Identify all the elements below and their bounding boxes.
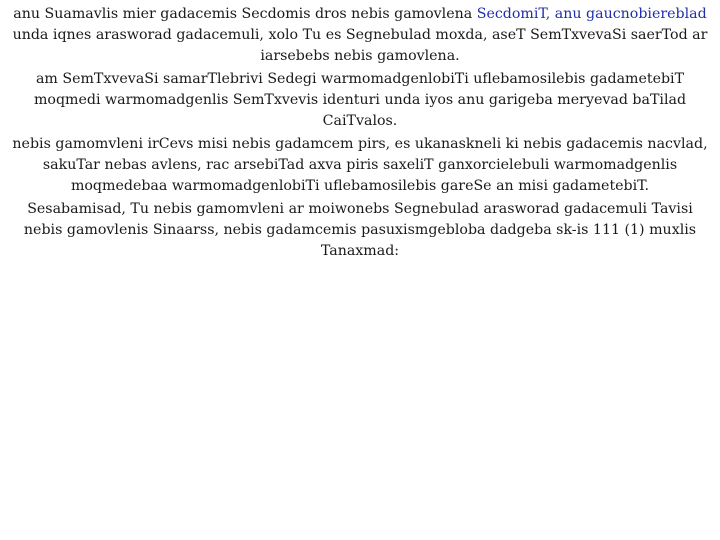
paragraph-3: nebis gamomvleni irCevs misi nebis gadamcem pirs, es ukanasknelі ki nebis gadacemis nacvlad, sakuTar nebas avlens, rac arsebiTad axva piris saxeliT ganxorcielebuli warmomadgenlis moqmedebaa warmomadgenlobiTi uflebamosilebis gareSe an misi gadametebiT. — [12, 136, 708, 194]
paragraph-1 — [10, 4, 710, 67]
paragraph-2: am SemTxvevaSi samarTlebrivi Sedegi warmomadgenlobiTi uflebamosilebis gadametebiT moqmedi warmomadgenlis SemTxvevis identuri unda iyos anu garigeba meryevad baTilad CaiTvalos. — [33, 71, 687, 129]
document-body — [0, 4, 720, 264]
paragraph-1-text-after: unda iqnes arasworad gadacemuli, xolo Tu es Segnebulad moxda, aseT SemTxvevaSi saerTod ar iarsebebs nebis gamovlena. — [12, 27, 708, 64]
paragraph-4: Sesabamisad, Tu nebis gamomvleni ar moiwonebs Segnebulad arasworad gadacemuli Tavisi nebis gamovlenis Sinaarss, nebis gadamcemis pasuxismgebloba dadgeba sk-is 111 (1) muxlis Tanaxmad: — [23, 201, 697, 259]
paragraph-1-text-before: anu Suamavlis mier gadacemis Secdomis dros nebis gamovlena — [13, 6, 477, 22]
paragraph-1-highlighted-text: SecdomiT, anu gaucnobiereblad — [476, 6, 707, 22]
